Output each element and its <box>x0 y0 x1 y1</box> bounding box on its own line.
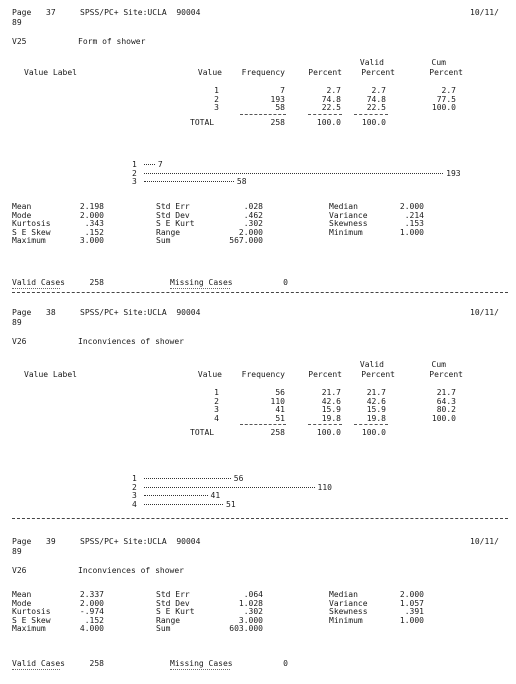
row-value: 2 <box>214 396 219 406</box>
valid-cases-value: 258 <box>89 659 104 668</box>
variable-name: V26 <box>12 566 27 575</box>
site-header: SPSS/PC+ Site:UCLA 90004 <box>80 308 201 317</box>
missing-cases-label: Missing Cases <box>170 659 233 668</box>
col-header-value: Value <box>197 370 222 379</box>
stat-label-std_err: Std Err <box>156 202 190 211</box>
total-valid-percent: 100.0 <box>361 117 386 127</box>
total-frequency: 258 <box>270 117 285 127</box>
row-value: 3 <box>214 103 219 112</box>
histogram-count: 41 <box>210 491 221 500</box>
valid-cases-underline <box>12 288 60 289</box>
stat-label-maximum: Maximum <box>12 236 46 245</box>
col-header-value-label: Value Label <box>24 68 77 77</box>
stat-label-minimum: Minimum <box>329 615 363 625</box>
histogram-category: 2 <box>132 482 137 492</box>
missing-cases-label: Missing Cases <box>170 278 233 287</box>
histogram-count: 7 <box>157 160 163 169</box>
run-date: 10/11/ <box>470 537 499 546</box>
row-value: 3 <box>214 405 219 414</box>
row-percent: 42.6 <box>321 396 341 406</box>
row-frequency: 58 <box>275 103 285 112</box>
stat-label-variance: Variance <box>329 598 368 608</box>
stat-label-mean: Mean <box>12 590 32 599</box>
stat-value-minimum: 1.000 <box>399 227 424 237</box>
stat-label-std_dev: Std Dev <box>156 598 190 608</box>
stat-label-se_kurt: S E Kurt <box>156 219 195 228</box>
total-percent: 100.0 <box>316 428 341 437</box>
histogram-bar <box>144 504 223 505</box>
histogram-count: 58 <box>236 177 247 186</box>
histogram-category: 4 <box>132 499 137 509</box>
stat-value-variance: 1.057 <box>399 598 424 608</box>
site-header: SPSS/PC+ Site:UCLA 90004 <box>80 8 201 17</box>
site-header: SPSS/PC+ Site:UCLA 90004 <box>80 537 201 546</box>
total-rule-valid-percent <box>354 424 388 425</box>
row-frequency: 110 <box>270 396 285 406</box>
page-label: Page <box>12 537 32 546</box>
histogram-category: 1 <box>132 474 137 483</box>
run-date: 10/11/ <box>470 308 499 317</box>
stat-value-skewness: .153 <box>404 219 424 228</box>
valid-cases-underline <box>12 669 60 670</box>
page-number: 39 <box>46 537 56 546</box>
total-label: TOTAL <box>190 428 215 437</box>
row-cum-percent: 100.0 <box>431 413 456 423</box>
stat-label-maximum: Maximum <box>12 624 46 633</box>
stat-label-se_skew: S E Skew <box>12 615 51 625</box>
stat-value-range: 2.000 <box>238 227 263 237</box>
row-frequency: 193 <box>270 94 285 104</box>
col-header-frequency: Frequency <box>241 370 285 379</box>
stat-label-skewness: Skewness <box>329 219 368 228</box>
stat-label-variance: Variance <box>329 210 368 220</box>
stat-label-sum: Sum <box>156 624 171 633</box>
stat-value-range: 3.000 <box>238 615 263 625</box>
stat-label-minimum: Minimum <box>329 227 363 237</box>
stat-value-minimum: 1.000 <box>399 615 424 625</box>
stat-value-skewness: .391 <box>404 607 424 616</box>
histogram-category: 2 <box>132 168 137 178</box>
stat-label-sum: Sum <box>156 236 171 245</box>
stat-value-maximum: 4.000 <box>79 624 104 633</box>
stat-label-median: Median <box>329 202 358 211</box>
stat-value-se_skew: .152 <box>84 227 104 237</box>
col-header-value-label: Value Label <box>24 370 77 379</box>
row-cum-percent: 21.7 <box>436 388 456 397</box>
stat-label-skewness: Skewness <box>329 607 368 616</box>
total-rule-percent <box>308 424 342 425</box>
histogram-category: 3 <box>132 177 137 186</box>
row-valid-percent: 22.5 <box>366 103 386 112</box>
histogram-bar <box>144 164 155 165</box>
row-percent: 74.8 <box>321 94 341 104</box>
row-value: 1 <box>214 86 219 95</box>
row-valid-percent: 21.7 <box>366 388 386 397</box>
total-frequency: 258 <box>270 428 285 437</box>
row-valid-percent: 42.6 <box>366 396 386 406</box>
histogram-count: 56 <box>233 474 244 483</box>
stat-value-maximum: 3.000 <box>79 236 104 245</box>
row-cum-percent: 77.5 <box>436 94 456 104</box>
page-label: Page <box>12 8 32 17</box>
run-date: 10/11/ <box>470 8 499 17</box>
missing-cases-value: 0 <box>283 659 288 668</box>
row-frequency: 51 <box>275 413 285 423</box>
run-year: 89 <box>12 547 22 556</box>
row-cum-percent: 100.0 <box>431 103 456 112</box>
row-valid-percent: 19.8 <box>366 413 386 423</box>
col-header-cum-percent: Percent <box>429 370 463 379</box>
stat-value-mean: 2.337 <box>79 590 104 599</box>
stat-value-se_kurt: .302 <box>243 219 263 228</box>
stat-label-se_skew: S E Skew <box>12 227 51 237</box>
col-header-cum: Cum <box>431 360 446 369</box>
total-rule-frequency <box>240 114 286 115</box>
row-frequency: 41 <box>275 405 285 414</box>
row-valid-percent: 2.7 <box>371 86 386 95</box>
histogram-bar <box>144 487 315 488</box>
total-percent: 100.0 <box>316 117 341 127</box>
stat-label-std_err: Std Err <box>156 590 190 599</box>
stat-label-mode: Mode <box>12 598 32 608</box>
row-cum-percent: 2.7 <box>441 86 456 95</box>
variable-title: Inconviences of shower <box>78 337 184 346</box>
col-header-valid-percent: Percent <box>361 370 395 379</box>
total-label: TOTAL <box>190 117 215 127</box>
stat-value-variance: .214 <box>404 210 424 220</box>
histogram-bar <box>144 478 231 479</box>
stat-value-se_kurt: .302 <box>243 607 263 616</box>
col-header-percent: Percent <box>308 370 342 379</box>
stat-value-sum: 567.000 <box>229 236 263 245</box>
histogram-category: 3 <box>132 491 137 500</box>
total-rule-percent <box>308 114 342 115</box>
col-header-percent: Percent <box>308 68 342 77</box>
histogram-count: 193 <box>446 168 461 178</box>
histogram-bar <box>144 173 443 174</box>
stat-label-range: Range <box>156 227 181 237</box>
stat-value-std_err: .064 <box>243 590 263 599</box>
stat-value-mode: 2.000 <box>79 210 104 220</box>
run-year: 89 <box>12 18 22 27</box>
row-valid-percent: 15.9 <box>366 405 386 414</box>
stat-value-sum: 603.000 <box>229 624 263 633</box>
stat-label-range: Range <box>156 615 181 625</box>
missing-cases-underline <box>170 669 230 670</box>
stat-label-std_dev: Std Dev <box>156 210 190 220</box>
row-percent: 21.7 <box>321 388 341 397</box>
row-percent: 15.9 <box>321 405 341 414</box>
col-header-cum-percent: Percent <box>429 68 463 77</box>
stat-value-mode: 2.000 <box>79 598 104 608</box>
col-header-frequency: Frequency <box>241 68 285 77</box>
stat-label-mean: Mean <box>12 202 32 211</box>
row-value: 1 <box>214 388 219 397</box>
row-cum-percent: 80.2 <box>436 405 456 414</box>
stat-value-se_skew: .152 <box>84 615 104 625</box>
stat-value-median: 2.000 <box>399 202 424 211</box>
histogram-count: 51 <box>226 499 236 509</box>
stat-value-std_err: .028 <box>243 202 263 211</box>
valid-cases-value: 258 <box>89 278 104 287</box>
col-header-valid: Valid <box>359 360 384 369</box>
stat-label-se_kurt: S E Kurt <box>156 607 195 616</box>
page-number: 37 <box>46 8 56 17</box>
col-header-cum: Cum <box>431 58 446 67</box>
row-percent: 2.7 <box>326 86 341 95</box>
variable-title: Form of shower <box>78 37 146 46</box>
stat-label-kurtosis: Kurtosis <box>12 607 51 616</box>
page-label: Page <box>12 308 32 317</box>
page-separator <box>12 292 508 293</box>
histogram-bar <box>144 181 234 182</box>
valid-cases-label: Valid Cases <box>12 278 65 287</box>
total-rule-valid-percent <box>354 114 388 115</box>
valid-cases-label: Valid Cases <box>12 659 65 668</box>
stat-label-kurtosis: Kurtosis <box>12 219 51 228</box>
total-rule-frequency <box>240 424 286 425</box>
histogram-count: 110 <box>317 482 332 492</box>
page-separator <box>12 518 508 519</box>
row-percent: 19.8 <box>321 413 341 423</box>
stat-value-median: 2.000 <box>399 590 424 599</box>
stat-value-std_dev: .462 <box>243 210 263 220</box>
row-frequency: 56 <box>275 388 285 397</box>
variable-title: Inconviences of shower <box>78 566 184 575</box>
row-percent: 22.5 <box>321 103 341 112</box>
page-number: 38 <box>46 308 56 317</box>
stat-label-mode: Mode <box>12 210 32 220</box>
missing-cases-value: 0 <box>283 278 288 287</box>
row-value: 4 <box>214 413 219 423</box>
histogram-bar <box>144 495 208 496</box>
histogram-category: 1 <box>132 160 137 169</box>
col-header-value: Value <box>197 68 222 77</box>
stat-value-std_dev: 1.028 <box>238 598 263 608</box>
stat-value-kurtosis: .343 <box>84 219 104 228</box>
stat-label-median: Median <box>329 590 358 599</box>
run-year: 89 <box>12 318 22 327</box>
missing-cases-underline <box>170 288 230 289</box>
row-value: 2 <box>214 94 219 104</box>
col-header-valid: Valid <box>359 58 384 67</box>
variable-name: V26 <box>12 337 27 346</box>
row-cum-percent: 64.3 <box>436 396 456 406</box>
col-header-valid-percent: Percent <box>361 68 395 77</box>
row-frequency: 7 <box>280 86 285 95</box>
stat-value-mean: 2.198 <box>79 202 104 211</box>
total-valid-percent: 100.0 <box>361 428 386 437</box>
row-valid-percent: 74.8 <box>366 94 386 104</box>
variable-name: V25 <box>12 37 27 46</box>
stat-value-kurtosis: -.974 <box>79 607 104 616</box>
